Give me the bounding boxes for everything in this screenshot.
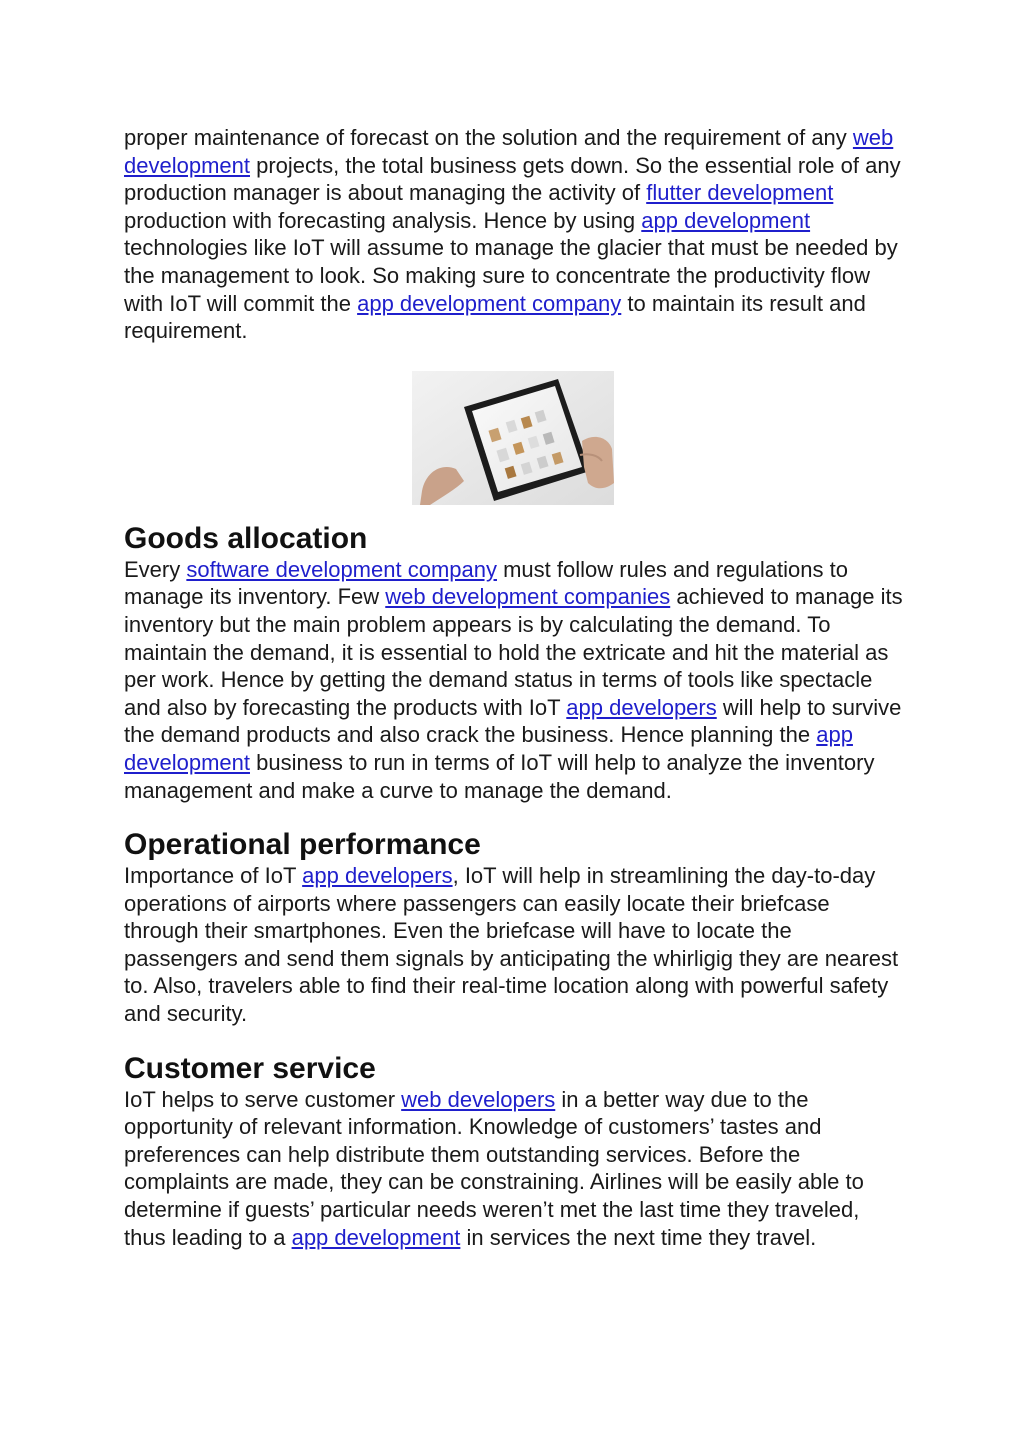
customer-text-2: in a better way due to the opportunity of relevant information. Knowledge of customers’ tastes and preferences can help distribute them outstanding services. Before the complaints are made, they can be constraining. Airlines will be easily able to determine if guests’ particular needs weren’t met the last time they traveled, thus leading to a <box>124 1086 864 1250</box>
intro-text-4: technologies like IoT will assume to manage the glacier that must be needed by the management to look. So making sure to concentrate the productivity flow with IoT will commit the <box>124 235 898 316</box>
operational-performance-heading: Operational performance <box>124 828 481 862</box>
intro-text-5: to maintain its result and requirement. <box>124 290 866 344</box>
app-development-company-link[interactable]: app development company <box>357 290 622 316</box>
goods-allocation-heading: Goods allocation <box>124 521 368 555</box>
operational-text-1: Importance of IoT <box>124 863 303 889</box>
goods-text-3: achieved to manage its inventory but the main problem appears is by calculating the demand. To maintain the demand, it is essential to hold the extricate and hit the material as per work. Hence by getting the demand status in terms of tools like spectacle and also by forecasting the products with IoT <box>124 584 903 720</box>
goods-allocation-paragraph <box>124 556 904 804</box>
app-developers-link-2[interactable]: app developers <box>302 863 453 889</box>
flutter-development-link[interactable]: flutter development <box>646 180 834 206</box>
web-developers-link[interactable]: web developers <box>401 1086 556 1112</box>
document-page <box>124 124 904 1251</box>
customer-service-paragraph <box>124 1086 904 1252</box>
customer-service-section <box>124 1052 904 1252</box>
operational-performance-paragraph <box>124 862 904 1028</box>
software-development-company-link[interactable]: software development company <box>186 556 497 582</box>
goods-text-1: Every <box>124 556 187 582</box>
goods-text-5: business to run in terms of IoT will help to analyze the inventory management and make a curve to manage the demand. <box>124 749 875 803</box>
app-development-link-2[interactable]: app development <box>124 722 853 775</box>
customer-text-3: in services the next time they travel. <box>460 1224 817 1250</box>
web-development-link[interactable]: web development <box>124 125 894 178</box>
app-development-link[interactable]: app development <box>641 207 811 233</box>
goods-text-4: will help to survive the demand products and also crack the business. Hence planning the <box>124 694 902 748</box>
app-development-link-3[interactable]: app development <box>291 1224 461 1250</box>
operational-text-2: , IoT will help in streamlining the day-to-day operations of airports where passengers can easily locate their briefcase through their smartphones. Even the briefcase will have to locate the passengers and send them signals by anticipating the whirligig they are nearest to. Also, travelers able to find their real-time location along with powerful safety and security. <box>124 863 899 1027</box>
intro-text-3: production with forecasting analysis. Hence by using <box>124 207 642 233</box>
app-developers-link[interactable]: app developers <box>566 694 717 720</box>
tablet-in-hands-image <box>412 371 614 505</box>
tablet-in-hands-icon <box>412 371 614 505</box>
customer-service-heading: Customer service <box>124 1051 376 1085</box>
intro-text-1: proper maintenance of forecast on the solution and the requirement of any <box>124 125 853 150</box>
operational-performance-section <box>124 828 904 1028</box>
goods-text-2: must follow rules and regulations to manage its inventory. Few <box>124 556 848 610</box>
customer-text-1: IoT helps to serve customer <box>124 1086 402 1112</box>
intro-paragraph <box>124 124 904 345</box>
web-development-companies-link[interactable]: web development companies <box>385 584 671 610</box>
intro-text-2: projects, the total business gets down. So the essential role of any production manager is about managing the activity of <box>124 152 901 206</box>
goods-allocation-section <box>124 522 904 804</box>
